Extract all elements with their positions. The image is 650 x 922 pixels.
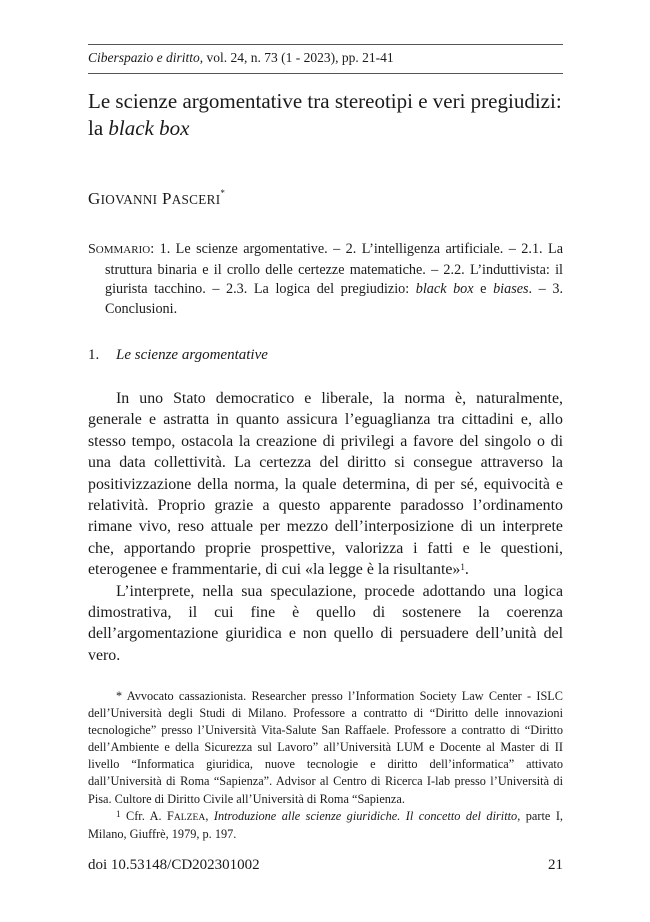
body-text (88, 388, 563, 666)
article-title (88, 88, 563, 142)
doi-link[interactable]: doi 10.53148/CD202301002 (88, 857, 260, 873)
header-rule (88, 73, 563, 74)
footnote-ref-1[interactable]: 1 (460, 562, 465, 573)
summary-text-end: . – 3. Conclusioni. (105, 281, 563, 317)
summary-italic-1: black box (415, 281, 474, 297)
author-last-rest: ASCERI (171, 192, 221, 207)
footnote-1-author-rest: ALZEA (173, 811, 206, 823)
footnote-1-post: , parte I, Milano, Giuffrè, 1979, p. 197. (88, 808, 563, 841)
section-heading (88, 347, 268, 364)
title-line-1: Le scienze argomentative tra stereotipi e veri pregiudizi: (88, 89, 562, 113)
page-footer (88, 857, 563, 874)
summary-text: 1. Le scienze argomentative. – 2. L’intelligenza artificiale. – 2.1. La struttura binaria e il crollo delle certezze matematiche. – 2.2. L’induttivista: il giurista tacchino. – 2.3. La logica del pregiudizio: (105, 241, 563, 297)
author-footnote-mark[interactable]: * (220, 188, 226, 198)
title-line-2 (88, 115, 563, 142)
title-prefix: la (88, 116, 109, 140)
section-title: Le scienze argomentative (116, 347, 268, 363)
summary-label-colon: : (150, 241, 155, 257)
author-first-rest: IOVANNI (100, 192, 158, 207)
summary (88, 240, 563, 319)
footnote-1 (88, 808, 563, 843)
footnote-star-text: Avvocato cassazionista. Researcher presso l’Information Society Law Center - ISLC dell’Università degli Studi di Milano. Professore a contratto di “Diritto delle innovazioni tecnologiche” presso l’Università Vita-Salute San Raffaele. Professore a contratto di “Diritto dell’Ambiente e della Sicurezza sul Lavoro” all’Università LUM e Docente al Master di II livello “Informatica giuridica, nuove tecnologie e diritto dell’informatica” attivato dall’Università di Roma “Sapienza”. Advisor al Centro di Ricerca I-lab presso l’Università di Pisa. Cultore di Diritto Civile all’Università di Roma “Sapienza. (88, 689, 563, 806)
paragraph-1-end: . (464, 561, 469, 579)
author-last-initial: P (161, 189, 172, 208)
summary-label-rest: OMMARIO (95, 244, 151, 256)
title-italic: black box (108, 116, 190, 140)
summary-label-initial: S (88, 242, 96, 257)
footnote-star-mark: * (116, 689, 123, 703)
footnote-1-author-initial: F (167, 808, 174, 823)
author-name (88, 189, 225, 209)
footnotes (88, 688, 563, 843)
running-head (88, 50, 394, 66)
footnote-1-sep: , (205, 808, 214, 823)
footnote-1-pre: Cfr. A. (120, 808, 168, 823)
page-number: 21 (548, 857, 563, 873)
paragraph-1-text: In uno Stato democratico e liberale, la norma è, naturalmente, generale e astratta in quanto assicura l’eguaglianza tra cittadini e, allo stesso tempo, ostacola la creazione di privilegi a favore del singolo o di una data collettività. La certezza del diritto si consegue attraverso la positivizzazione della norma, la quale determina, di per sé, equivocità e relatività. Proprio grazie a questo apparente paradosso l’ordinamento rimane vivo, reso attuale per mezzo dell’interposizione di un interprete che, apportando proprie prospettive, valorizza i fatti e le questioni, eterogenee e frammentarie, di cui «la legge è la risultante» (88, 390, 563, 579)
journal-name: Ciberspazio e diritto (88, 50, 200, 65)
summary-italic-2: biases (493, 281, 529, 297)
footnote-star (88, 688, 563, 808)
journal-issue: , vol. 24, n. 73 (1 - 2023), pp. 21-41 (199, 50, 394, 65)
paragraph: L’interprete, nella sua speculazione, procede adottando una logica dimostrativa, il cui fine è quello di sostenere la coerenza dell’argomentazione giuridica e non quello di persuadere dell’unità del vero. (88, 582, 563, 664)
summary-mid: e (473, 281, 494, 297)
author-first-initial: G (88, 189, 101, 208)
paragraph (88, 388, 563, 581)
top-rule (88, 44, 563, 45)
section-number: 1. (88, 347, 100, 363)
footnote-1-mark: 1 (116, 808, 121, 819)
footnote-1-title: Introduzione alle scienze giuridiche. Il concetto del diritto (213, 808, 518, 823)
